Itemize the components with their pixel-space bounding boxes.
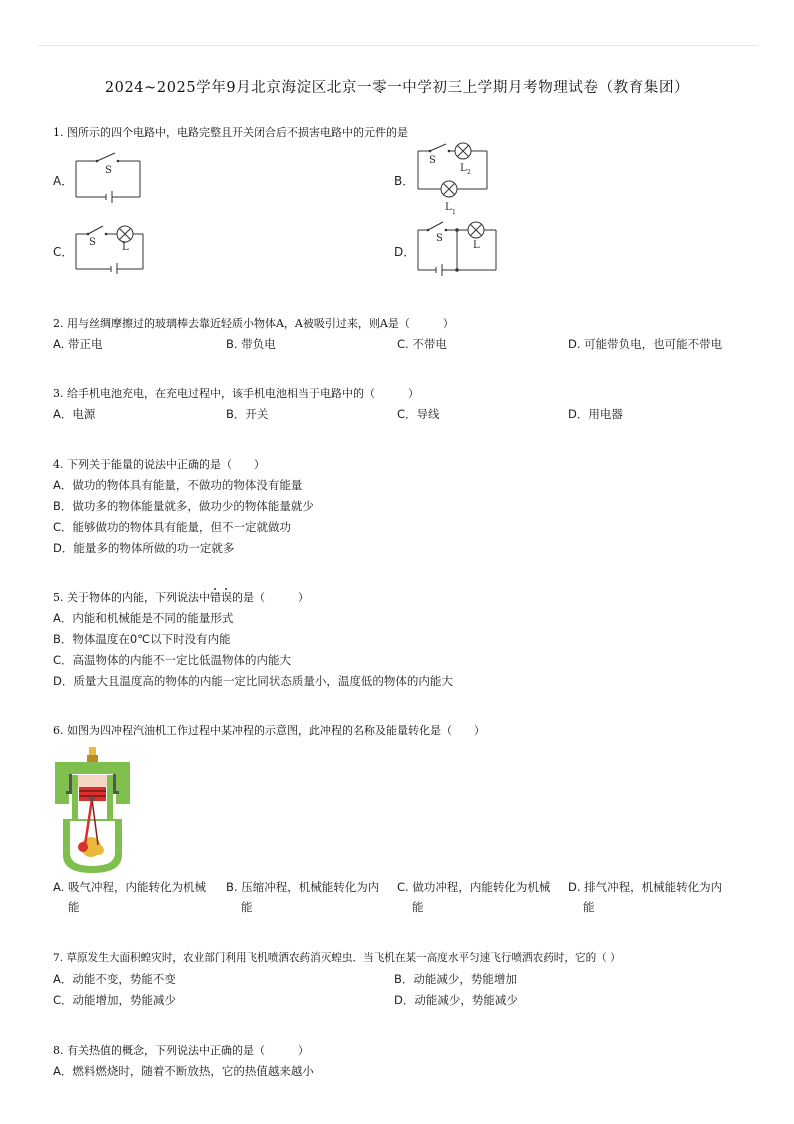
q5-stem-part2: 的是（ ） [232, 591, 309, 604]
q1-option-c-label: C． [53, 245, 74, 259]
lamp-l2-label: L [460, 163, 467, 174]
q5-option-c[interactable]: C．高温物体的内能不一定比低温物体的内能大 [53, 653, 292, 667]
q6-option-b-line2: 能 [241, 900, 253, 914]
q1-option-a-label: A． [53, 174, 74, 188]
q3-option-a[interactable]: A．电源 [53, 407, 96, 421]
switch-label: S [436, 233, 443, 244]
q7-option-d[interactable]: D．动能减少，势能减少 [394, 993, 518, 1007]
top-divider [38, 45, 758, 46]
lamp-l1-label: L [445, 202, 452, 213]
q6-option-d-line2: 能 [583, 900, 595, 914]
question-2-stem: 2. 用与丝绸摩擦过的玻璃棒去靠近轻质小物体A，A被吸引过来，则A是（ ） [53, 317, 454, 330]
spark-plug-icon [89, 747, 96, 755]
lamp-label: L [473, 240, 480, 251]
q1-option-d-label: D． [394, 245, 416, 259]
q3-option-c[interactable]: C．导线 [397, 407, 440, 421]
q4-option-b[interactable]: B．做功多的物体能量就多，做功少的物体能量就少 [53, 499, 314, 513]
q6-option-d-line1: D. 排气冲程，机械能转化为内 [568, 880, 723, 894]
q1-circuit-d [414, 218, 500, 282]
q8-option-a[interactable]: A．燃料燃烧时，随着不断放热，它的热值越来越小 [53, 1064, 314, 1078]
q7-option-a[interactable]: A．动能不变，势能不变 [53, 972, 176, 986]
q7-option-b[interactable]: B．动能减少，势能增加 [394, 972, 517, 986]
q6-option-a-line1: A. 吸气冲程，内能转化为机械 [53, 880, 206, 894]
switch-label: S [89, 237, 96, 248]
q1-circuit-a [72, 152, 146, 204]
question-7-stem: 7. 草原发生大面积蝗灾时，农业部门利用飞机喷洒农药消灭蝗虫．当飞机在某一高度水平匀速飞行喷洒农药时，它的（ ） [53, 952, 621, 964]
q5-option-b[interactable]: B．物体温度在0℃以下时没有内能 [53, 632, 231, 646]
q6-option-c-line2: 能 [412, 900, 424, 914]
q6-option-c[interactable] [397, 879, 550, 915]
q3-option-d[interactable]: D．用电器 [568, 407, 623, 421]
engine-diagram [55, 747, 130, 875]
emphasis-dot-icon [214, 588, 216, 590]
page-title: 2024~2025学年9月北京海淀区北京一零一中学初三上学期月考物理试卷（教育集团） [104, 80, 690, 96]
question-3-stem: 3. 给手机电池充电，在充电过程中，该手机电池相当于电路中的（ ） [53, 387, 419, 400]
q6-option-a[interactable] [53, 879, 206, 915]
q6-option-d[interactable] [568, 879, 722, 915]
question-1-stem: 1. 图所示的四个电路中，电路完整且开关闭合后不损害电路中的元件的是 [53, 126, 408, 139]
emphasis-dot-icon [225, 588, 227, 590]
question-4-stem: 4. 下列关于能量的说法中正确的是（ ） [53, 458, 265, 471]
switch-label: S [105, 165, 112, 176]
lamp-l2-subscript: 2 [467, 169, 471, 176]
q4-option-d[interactable]: D．能量多的物体所做的功一定就多 [53, 541, 235, 555]
q2-option-a[interactable]: A. 带正电 [53, 337, 103, 351]
q5-option-d[interactable]: D．质量大且温度高的物体的内能一定比同状态质量小，温度低的物体的内能大 [53, 674, 453, 688]
q1-circuit-b [414, 142, 492, 218]
question-8-stem: 8. 有关热值的概念，下列说法中正确的是（ ） [53, 1044, 309, 1057]
q6-option-a-line2: 能 [68, 900, 80, 914]
q2-option-b[interactable]: B. 带负电 [226, 337, 276, 351]
q4-option-c[interactable]: C．能够做功的物体具有能量，但不一定就做功 [53, 520, 292, 534]
q6-option-c-line1: C. 做功冲程，内能转化为机械 [397, 880, 551, 894]
switch-label: S [429, 155, 436, 166]
lamp-l1-subscript: 1 [452, 209, 456, 216]
q5-emphasis-word [210, 591, 232, 604]
q6-option-b[interactable] [226, 879, 379, 915]
q3-option-b[interactable]: B．开关 [226, 407, 269, 421]
q1-option-b-label: B． [394, 174, 415, 188]
q7-option-c[interactable]: C．动能增加，势能减少 [53, 993, 177, 1007]
question-6-stem: 6. 如图为四冲程汽油机工作过程中某冲程的示意图，此冲程的名称及能量转化是（ ） [53, 724, 485, 737]
question-5-stem [53, 589, 309, 605]
q2-option-d[interactable]: D. 可能带负电，也可能不带电 [568, 337, 723, 351]
q4-option-a[interactable]: A．做功的物体具有能量，不做功的物体没有能量 [53, 478, 303, 492]
q6-option-b-line1: B. 压缩冲程，机械能转化为内 [226, 880, 380, 894]
q2-option-c[interactable]: C. 不带电 [397, 337, 447, 351]
q5-emphasis-text: 错误 [210, 591, 232, 604]
q5-option-a[interactable]: A．内能和机械能是不同的能量形式 [53, 611, 234, 625]
lamp-label: L [122, 242, 129, 253]
q1-circuit-c [72, 222, 150, 274]
q5-stem-part1: 5. 关于物体的内能，下列说法中 [53, 591, 210, 604]
